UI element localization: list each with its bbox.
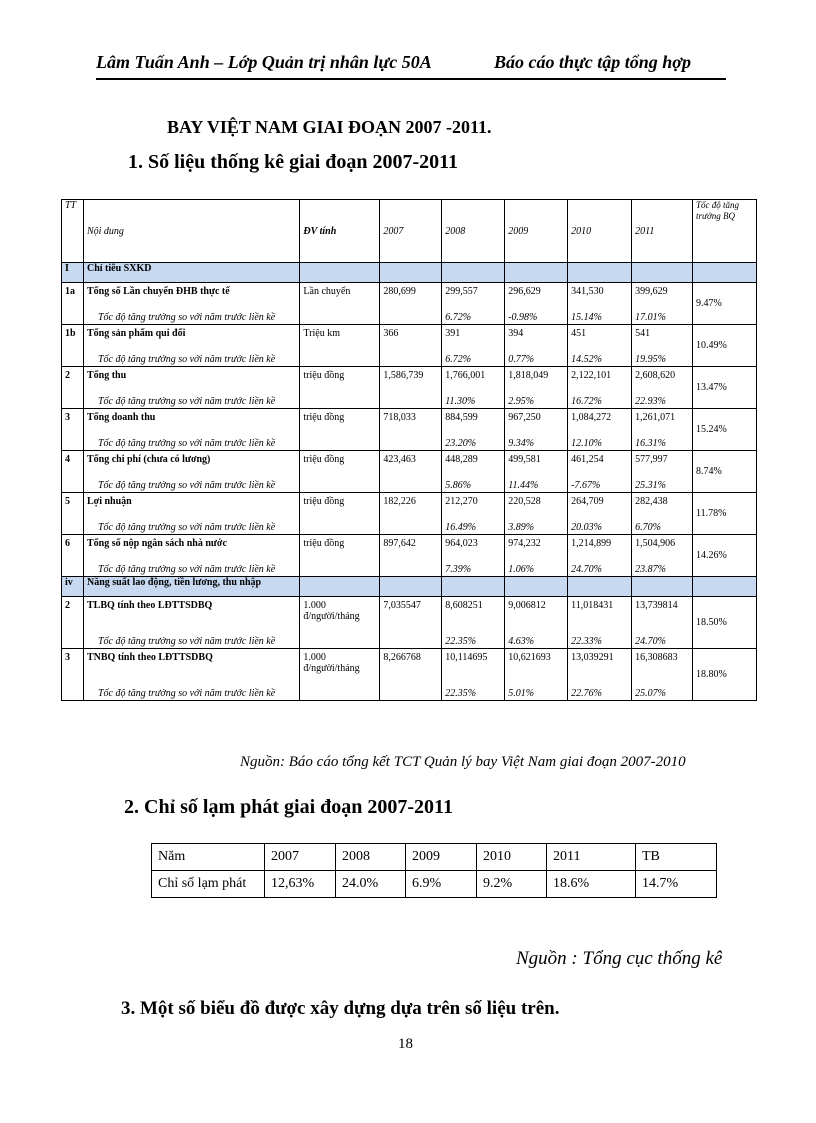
value-2008: 212,270 [445, 496, 478, 507]
inflation-header-cell: 2010 [477, 844, 547, 871]
value-2011: 282,438 [635, 496, 668, 507]
row-indicator: Lợi nhuận [86, 496, 132, 507]
growth-2010: 22.76% [571, 688, 602, 699]
value-2009: 220,528 [508, 496, 541, 507]
value-2007: 718,033 [383, 412, 416, 423]
col-growth-rate: Tốc độ tăng trưởng BQ [693, 200, 757, 263]
value-2009: 10,621693 [508, 652, 551, 663]
section-1-title: 1. Số liệu thống kê giai đoạn 2007-2011 [128, 151, 459, 173]
value-2009: 974,232 [508, 538, 541, 549]
growth-2008: 16.49% [445, 522, 477, 533]
growth-2010: -7.67% [571, 480, 601, 491]
inflation-value-cell: 14.7% [636, 871, 717, 898]
value-2009: 1,818,049 [508, 370, 549, 381]
title-line: BAY VIỆT NAM GIAI ĐOẠN 2007 -2011. [167, 117, 492, 137]
value-2010: 451 [571, 328, 587, 339]
growth-2011: 6.70% [635, 522, 661, 533]
growth-2009: 4.63% [508, 636, 535, 647]
row-tt: 5 [62, 493, 84, 535]
value-2010: 264,709 [571, 496, 604, 507]
table-row [62, 451, 757, 493]
growth-2008: 6.72% [445, 354, 472, 365]
value-2007: 182,226 [383, 496, 416, 507]
growth-2011: 16.31% [635, 438, 666, 449]
row-rate-label: Tốc độ tăng trưởng so với năm trước liền kề [97, 636, 276, 647]
growth-2009: -0.98% [508, 312, 538, 323]
growth-2010: 22.33% [571, 636, 602, 647]
growth-2010: 12.10% [571, 438, 602, 449]
group-tt: I [62, 263, 84, 283]
row-tt: 1b [62, 325, 84, 367]
row-indicator: TNBQ tính theo LĐTTSDBQ [86, 652, 213, 663]
value-2008: 299,557 [445, 286, 478, 297]
table-row [62, 283, 757, 325]
page-number: 18 [398, 1036, 413, 1052]
growth-2010: 14.52% [571, 354, 602, 365]
inflation-header-cell: Năm [152, 844, 265, 871]
table-row [62, 597, 757, 649]
growth-2008: 7.39% [445, 564, 472, 575]
col-content: Nội dung [83, 200, 299, 263]
growth-2009: 3.89% [508, 522, 535, 533]
page-header [96, 50, 726, 80]
value-2010: 1,084,272 [571, 412, 612, 423]
value-2011: 541 [635, 328, 651, 339]
growth-2010: 15.14% [571, 312, 602, 323]
col-2009: 2009 [505, 200, 568, 263]
avg-growth: 18.50% [693, 597, 757, 649]
growth-2009: 5.01% [508, 688, 535, 699]
row-unit: triệu đồng [300, 451, 380, 493]
value-2010: 341,530 [571, 286, 604, 297]
inflation-header-row [152, 844, 717, 871]
value-2011: 577,997 [635, 454, 668, 465]
value-2007: 8,266768 [383, 652, 421, 663]
row-unit: triệu đồng [300, 493, 380, 535]
col-2011: 2011 [632, 200, 693, 263]
growth-2008: 6.72% [445, 312, 472, 323]
value-2007: 897,642 [383, 538, 416, 549]
value-2011: 1,504,906 [635, 538, 676, 549]
growth-2008: 11.30% [445, 396, 476, 407]
inflation-value-cell: 24.0% [336, 871, 406, 898]
value-2009: 967,250 [508, 412, 541, 423]
row-unit: triệu đồng [300, 409, 380, 451]
avg-growth: 11.78% [693, 493, 757, 535]
header-report-title: Báo cáo thực tập tổng hợp [494, 52, 691, 72]
value-2008: 10,114695 [445, 652, 488, 663]
growth-2009: 9.34% [508, 438, 535, 449]
growth-2009: 1.06% [508, 564, 535, 575]
statistics-table [61, 199, 757, 701]
value-2008: 8,608251 [445, 600, 483, 611]
avg-growth: 9.47% [693, 283, 757, 325]
growth-2011: 25.31% [635, 480, 666, 491]
section-2-title: 2. Chỉ số lạm phát giai đoạn 2007-2011 [124, 796, 453, 818]
table-row [62, 325, 757, 367]
row-tt: 4 [62, 451, 84, 493]
value-2009: 9,006812 [508, 600, 546, 611]
growth-2008: 22.35% [445, 636, 477, 647]
inflation-value-cell: 6.9% [406, 871, 477, 898]
row-tt: 2 [62, 597, 84, 649]
value-2007: 1,586,739 [383, 370, 424, 381]
inflation-value-cell: 9.2% [477, 871, 547, 898]
row-unit: Triệu km [300, 325, 380, 367]
value-2008: 1,766,001 [445, 370, 486, 381]
row-tt: 2 [62, 367, 84, 409]
value-2008: 448,289 [445, 454, 478, 465]
row-unit: 1.000 đ/người/tháng [300, 597, 380, 649]
value-2007: 423,463 [383, 454, 416, 465]
value-2008: 884,599 [445, 412, 478, 423]
avg-growth: 15.24% [693, 409, 757, 451]
avg-growth: 14.26% [693, 535, 757, 577]
row-rate-label: Tốc độ tăng trưởng so với năm trước liền kề [97, 438, 276, 449]
inflation-header-cell: 2008 [336, 844, 406, 871]
value-2010: 2,122,101 [571, 370, 612, 381]
table-row [62, 649, 757, 701]
value-2007: 366 [383, 328, 399, 339]
row-tt: 1a [62, 283, 84, 325]
inflation-value-cell: 12,63% [265, 871, 336, 898]
row-rate-label: Tốc độ tăng trưởng so với năm trước liền kề [97, 564, 276, 575]
value-2011: 13,739814 [635, 600, 678, 611]
row-unit: triệu đồng [300, 535, 380, 577]
value-2007: 280,699 [383, 286, 416, 297]
growth-2010: 24.70% [571, 564, 602, 575]
avg-growth: 13.47% [693, 367, 757, 409]
growth-2008: 5.86% [445, 480, 472, 491]
value-2009: 394 [508, 328, 524, 339]
inflation-header-cell: 2009 [406, 844, 477, 871]
growth-2011: 23.87% [635, 564, 666, 575]
value-2010: 11,018431 [571, 600, 614, 611]
inflation-value-cell: 18.6% [547, 871, 636, 898]
value-2010: 13,039291 [571, 652, 614, 663]
row-tt: 6 [62, 535, 84, 577]
row-rate-label: Tốc độ tăng trưởng so với năm trước liền kề [97, 396, 276, 407]
row-rate-label: Tốc độ tăng trưởng so với năm trước liền kề [97, 480, 276, 491]
inflation-header-cell: 2007 [265, 844, 336, 871]
group-label: Năng suất lao động, tiền lương, thu nhập [83, 577, 299, 597]
table-header-row [62, 200, 757, 263]
section-3-title: 3. Một số biểu đồ được xây dựng dựa trên số liệu trên. [121, 998, 560, 1019]
value-2010: 1,214,899 [571, 538, 612, 549]
inflation-value-cell: Chỉ số lạm phát [152, 871, 265, 898]
avg-growth: 10.49% [693, 325, 757, 367]
header-author: Lâm Tuấn Anh – Lớp Quản trị nhân lực 50A [96, 52, 432, 72]
growth-2009: 0.77% [508, 354, 535, 365]
col-2007: 2007 [380, 200, 442, 263]
growth-2009: 2.95% [508, 396, 535, 407]
value-2011: 1,261,071 [635, 412, 676, 423]
growth-2010: 16.72% [571, 396, 602, 407]
growth-2011: 24.70% [635, 636, 666, 647]
group-row-production [62, 263, 757, 283]
row-unit: Lần chuyến [300, 283, 380, 325]
inflation-table [151, 843, 717, 898]
table-row [62, 367, 757, 409]
col-2008: 2008 [442, 200, 505, 263]
row-tt: 3 [62, 649, 84, 701]
value-2009: 296,629 [508, 286, 541, 297]
growth-2008: 23.20% [445, 438, 477, 449]
group-tt: iv [62, 577, 84, 597]
value-2008: 964,023 [445, 538, 478, 549]
row-indicator: Tổng doanh thu [86, 412, 156, 423]
inflation-header-cell: 2011 [547, 844, 636, 871]
row-rate-label: Tốc độ tăng trưởng so với năm trước liền kề [97, 312, 276, 323]
row-rate-label: Tốc độ tăng trưởng so với năm trước liền kề [97, 688, 276, 699]
group-row-productivity [62, 577, 757, 597]
row-indicator: TLBQ tính theo LĐTTSDBQ [86, 600, 213, 611]
row-indicator: Tổng số Lần chuyến ĐHB thực tế [86, 286, 230, 297]
avg-growth: 8.74% [693, 451, 757, 493]
col-tt: TT [62, 200, 84, 263]
value-2007: 7,035547 [383, 600, 421, 611]
value-2010: 461,254 [571, 454, 604, 465]
growth-2011: 22.93% [635, 396, 666, 407]
avg-growth: 18.80% [693, 649, 757, 701]
col-2010: 2010 [568, 200, 632, 263]
table-row [62, 409, 757, 451]
value-2011: 2,608,620 [635, 370, 676, 381]
source-note-1: Nguồn: Báo cáo tổng kết TCT Quản lý bay Việt Nam giai đoạn 2007-2010 [240, 754, 686, 770]
row-rate-label: Tốc độ tăng trưởng so với năm trước liền kề [97, 354, 276, 365]
group-label: Chỉ tiêu SXKD [83, 263, 299, 283]
row-indicator: Tổng chi phí (chưa có lương) [86, 454, 211, 465]
growth-2011: 19.95% [635, 354, 666, 365]
growth-2010: 20.03% [571, 522, 602, 533]
col-unit: ĐV tính [300, 200, 380, 263]
growth-2011: 17.01% [635, 312, 666, 323]
row-unit: 1.000 đ/người/tháng [300, 649, 380, 701]
source-note-2: Nguồn : Tổng cục thống kê [516, 948, 723, 969]
value-2011: 399,629 [635, 286, 668, 297]
growth-2011: 25.07% [635, 688, 666, 699]
row-indicator: Tổng sản phẩm qui đổi [86, 328, 186, 339]
table-row [62, 535, 757, 577]
row-unit: triệu đồng [300, 367, 380, 409]
growth-2009: 11.44% [508, 480, 539, 491]
row-rate-label: Tốc độ tăng trưởng so với năm trước liền kề [97, 522, 276, 533]
row-indicator: Tổng thu [86, 370, 127, 381]
growth-2008: 22.35% [445, 688, 477, 699]
inflation-value-row [152, 871, 717, 898]
value-2008: 391 [445, 328, 461, 339]
row-indicator: Tổng số nộp ngân sách nhà nước [86, 538, 227, 549]
value-2009: 499,581 [508, 454, 541, 465]
row-tt: 3 [62, 409, 84, 451]
value-2011: 16,308683 [635, 652, 678, 663]
inflation-header-cell: TB [636, 844, 717, 871]
table-row [62, 493, 757, 535]
